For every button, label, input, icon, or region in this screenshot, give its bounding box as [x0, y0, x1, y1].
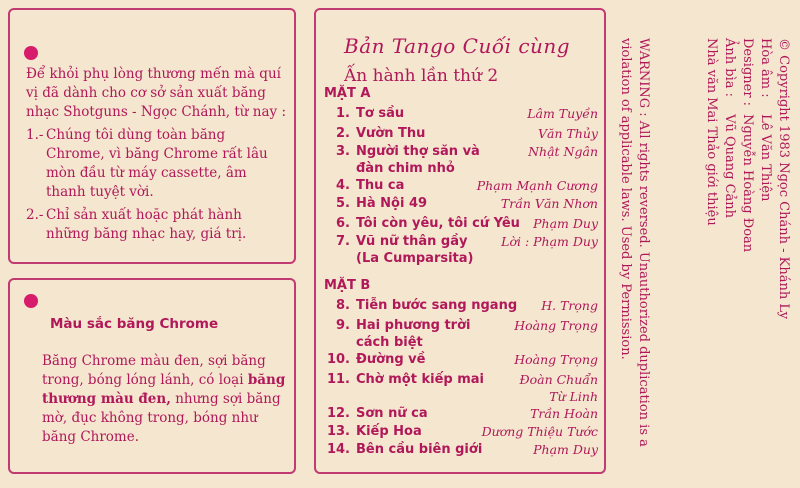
warning-line: violation of applicable laws. Used by Permission. — [618, 38, 633, 360]
track-number: 1. — [336, 106, 350, 121]
track-row — [316, 126, 608, 144]
side-a-label: MẶT A — [324, 86, 371, 101]
album-credits — [702, 38, 792, 319]
track-title: Bên cầu biên giới — [356, 442, 483, 457]
track-title: Tiễn bước sang ngang — [356, 298, 518, 313]
track-author-secondary: Từ Linh — [549, 389, 598, 404]
track-number: 3. — [336, 144, 350, 159]
track-author: Hoàng Trọng — [514, 352, 598, 367]
credit-value: Lê Văn Thiện — [758, 114, 773, 202]
track-row — [316, 298, 608, 316]
track-number: 5. — [336, 196, 350, 211]
chrome-color-text-part: Băng Chrome màu đen, sợi băng trong, bóng lóng lánh, có loại — [42, 353, 266, 388]
chrome-color-panel — [8, 278, 296, 474]
notice-text — [26, 65, 288, 248]
chrome-color-text — [42, 352, 292, 447]
track-number: 9. — [336, 318, 350, 333]
track-row — [316, 406, 608, 424]
track-title: Sơn nữ ca — [356, 406, 428, 421]
track-title: Đường về — [356, 352, 426, 367]
side-b-label: MẶT B — [324, 278, 371, 293]
track-author: Phạm Duy — [533, 216, 598, 231]
track-title: Người thợ săn và — [356, 144, 480, 159]
credit-value: Vũ Quang Cảnh — [722, 114, 737, 219]
track-title-continued: đàn chim nhỏ — [356, 161, 455, 176]
notice-item-number: 2.- — [26, 207, 44, 223]
tracklist-panel — [314, 8, 606, 474]
track-title: Vũ nữ thân gầy — [356, 234, 468, 249]
track-number: 8. — [336, 298, 350, 313]
track-author: Phạm Duy — [533, 442, 598, 457]
credit-row — [720, 38, 738, 260]
track-row — [316, 196, 608, 214]
copyright-warning — [616, 38, 652, 447]
notice-item-text: Chỉ sản xuất hoặc phát hành những băng nhạc hay, giá trị. — [46, 207, 247, 242]
track-number: 11. — [326, 372, 350, 387]
track-number: 6. — [336, 216, 350, 231]
track-author: Phạm Mạnh Cương — [476, 178, 598, 193]
copyright-line: © Copyright 1983 Ngọc Chánh - Khánh Ly — [776, 38, 791, 320]
notice-intro: Để khỏi phụ lòng thương mến mà quí vị đã dành cho cơ sở sản xuất băng nhạc Shotguns - Ngọc Chánh, từ nay : — [26, 66, 286, 120]
track-author: Dương Thiệu Tước — [481, 424, 598, 439]
track-title: Hà Nội 49 — [356, 196, 428, 211]
track-author: Trần Văn Nhơn — [500, 196, 598, 211]
track-title: Hai phương trời — [356, 318, 471, 333]
credit-value: Nguyễn Hoàng Đoan — [740, 114, 755, 253]
track-author: Trần Hoàn — [530, 406, 598, 421]
track-title-continued: (La Cumparsita) — [356, 251, 474, 266]
track-number: 10. — [326, 352, 350, 367]
track-title: Tơ sầu — [356, 106, 405, 121]
track-row — [316, 318, 608, 350]
track-row — [316, 352, 608, 370]
notice-item — [26, 206, 288, 244]
track-title: Thu ca — [356, 178, 405, 193]
credit-label: Hòa âm : — [758, 38, 773, 98]
bullet-dot-icon — [24, 294, 38, 308]
credit-label: Ảnh bìa : — [722, 38, 737, 98]
track-number: 7. — [336, 234, 350, 249]
bullet-dot-icon — [24, 46, 38, 60]
track-row — [316, 234, 608, 266]
album-edition: Ấn hành lần thứ 2 — [344, 66, 499, 86]
credit-row — [756, 38, 774, 260]
notice-item — [26, 126, 288, 202]
track-title: Chờ một kiếp mai — [356, 372, 484, 387]
notice-item-number: 1.- — [26, 127, 44, 143]
track-author: Văn Thủy — [537, 126, 598, 141]
track-row — [316, 144, 608, 176]
track-row — [316, 106, 608, 124]
track-number: 12. — [326, 406, 350, 421]
track-title-continued: cách biệt — [356, 335, 423, 350]
track-row — [316, 372, 608, 404]
chrome-color-title: Màu sắc băng Chrome — [50, 316, 219, 332]
track-number: 4. — [336, 178, 350, 193]
track-author: Đoàn Chuẩn — [519, 372, 598, 387]
track-row — [316, 424, 608, 442]
track-number: 2. — [336, 126, 350, 141]
chrome-tape-notice-panel — [8, 8, 296, 264]
track-title: Vườn Thu — [356, 126, 426, 141]
track-title: Tôi còn yêu, tôi cứ Yêu — [356, 216, 520, 231]
track-row — [316, 178, 608, 196]
introduction-credit: Nhà văn Mai Thảo giới thiệu — [704, 38, 719, 226]
warning-line: WARNING : All rights reversed. Unauthorized duplication is a — [636, 38, 651, 447]
notice-item-text: Chúng tôi dùng toàn băng Chrome, vì băng Chrome rất lâu mòn đầu từ máy cassette, âm thanh tuyệt vời. — [46, 127, 268, 200]
album-title: Bản Tango Cuối cùng — [344, 34, 571, 58]
track-number: 13. — [326, 424, 350, 439]
track-title: Kiếp Hoa — [356, 424, 422, 439]
track-author: Nhật Ngân — [528, 144, 598, 159]
track-author: H. Trọng — [541, 298, 598, 313]
credits-table — [720, 38, 774, 260]
track-author: Lời : Phạm Duy — [501, 234, 598, 249]
credit-row — [738, 38, 756, 260]
track-row — [316, 216, 608, 234]
track-author: Lâm Tuyền — [527, 106, 598, 121]
credit-label: Designer : — [740, 38, 755, 107]
chrome-color-text-bold: băng thương màu đen, — [42, 372, 286, 407]
track-row — [316, 442, 608, 460]
track-author: Hoàng Trọng — [514, 318, 598, 333]
track-number: 14. — [326, 442, 350, 457]
chrome-color-text-part: nhưng sợi băng mờ, đục không trong, bóng như băng Chrome. — [42, 391, 281, 445]
